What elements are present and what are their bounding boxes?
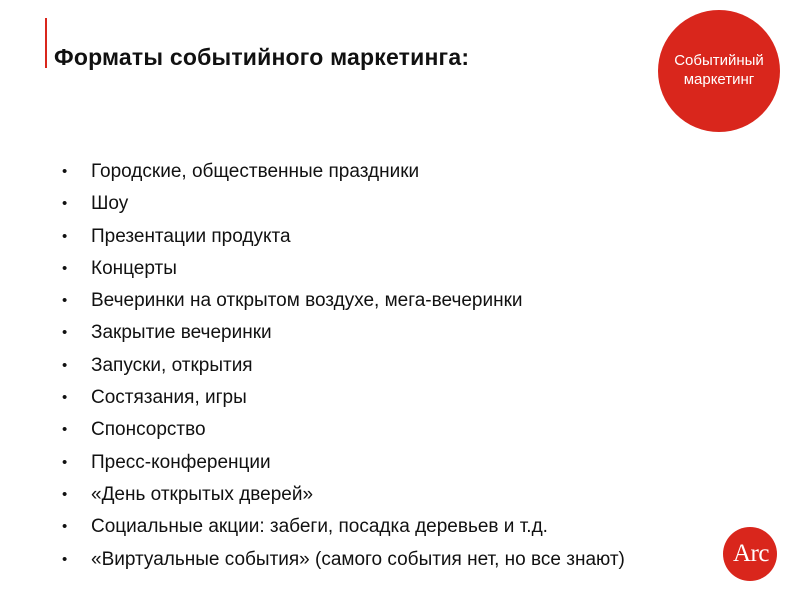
bullet-icon: • [62, 324, 68, 342]
list-item-text: Пресс-конференции [91, 451, 271, 473]
bullet-icon: • [62, 163, 68, 180]
bullet-icon: • [62, 259, 68, 277]
list-item-text: «День открытых дверей» [91, 483, 314, 505]
topic-badge-line-2: маркетинг [683, 71, 755, 88]
list-item-text: Городские, общественные праздники [91, 161, 420, 182]
list-item-text: Шоу [91, 193, 129, 215]
bullet-icon: • [62, 389, 68, 407]
bullet-icon: • [62, 227, 68, 245]
list-item-text: Презентации продукта [91, 225, 291, 247]
list-item-text: «Виртуальные события» (самого события нет, но все знают) [91, 548, 625, 570]
title-accent-line [45, 18, 47, 68]
bullet-icon: • [62, 518, 68, 536]
list-item-text: Концерты [91, 257, 177, 279]
bullet-icon: • [62, 195, 68, 213]
bullet-icon: • [62, 453, 68, 471]
topic-badge [658, 10, 780, 132]
list-item-text: Вечеринки на открытом воздухе, мега-вечеринки [91, 290, 523, 312]
list-item-text: Спонсорство [91, 419, 206, 441]
bullet-icon: • [62, 292, 68, 310]
list-item-text: Запуски, открытия [91, 354, 253, 376]
arc-logo-text: Arc [733, 540, 769, 567]
list-item-text: Состязания, игры [91, 387, 247, 409]
list-item-text: Социальные акции: забеги, посадка деревьев и т.д. [91, 516, 548, 538]
topic-badge-text [664, 51, 774, 89]
topic-badge-line-1: Событийный [674, 52, 764, 69]
bullet-icon: • [62, 421, 68, 439]
bullet-icon: • [62, 485, 68, 503]
list-item-text: Закрытие вечеринки [91, 322, 272, 344]
arc-logo [723, 527, 777, 581]
bullet-icon: • [62, 356, 68, 374]
slide-title: Форматы событийного маркетинга: [54, 44, 470, 70]
bullet-icon: • [62, 550, 68, 568]
